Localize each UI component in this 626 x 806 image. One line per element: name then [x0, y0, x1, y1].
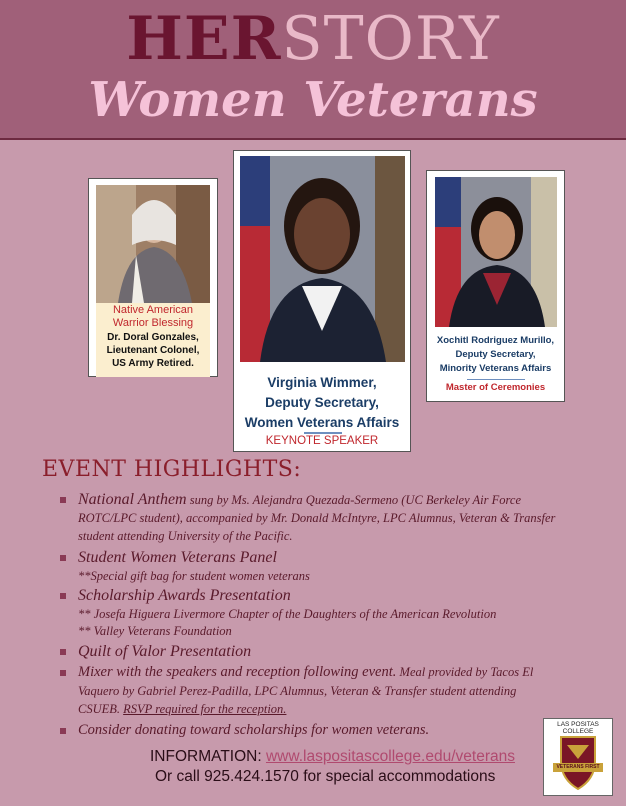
speaker-photo-center: [240, 156, 405, 362]
speaker-photo-right: [435, 177, 557, 327]
list-item: [60, 490, 560, 545]
list-item: [60, 642, 560, 661]
shield-icon: [553, 731, 603, 793]
divider: [304, 432, 342, 434]
speaker-name-right: [427, 334, 564, 376]
logo-text: LAS POSITAS COLLEGE: [557, 721, 599, 735]
mixer-detail: Meal provided by Tacos El Vaquero by Gabriel Perez-Padilla, LPC Alumnus, Veteran & Transfer student attending CSUEB.: [78, 665, 534, 716]
name-line-2: Deputy Secretary,: [265, 395, 379, 410]
bullet-icon: [60, 593, 66, 599]
subtitle: Women Veterans: [88, 72, 538, 128]
bullet-icon: [60, 670, 66, 676]
name-line-1: Xochitl Rodriguez Murillo,: [436, 335, 555, 346]
name-line-2: Lieutenant Colonel,: [106, 345, 200, 356]
name-line-3: Minority Veterans Affairs: [439, 363, 552, 374]
speaker-name-center: [234, 373, 410, 433]
mixer-main: Mixer with the speakers and reception following event.: [78, 664, 397, 680]
speaker-name-left: [89, 331, 217, 370]
title-banner: [0, 0, 626, 140]
blessing-line-1: Native American: [112, 304, 194, 316]
name-line-3: Women Veterans Affairs: [244, 415, 400, 430]
website-link[interactable]: www.laspositascollege.edu/veterans: [265, 748, 515, 765]
anthem-detail: sung by Ms. Alejandra Quezada-Sermeno (UC Berkeley Air Force ROTC/LPC student), accompanied by Mr. Donald McIntyre, LPC Alumnus, Veteran & Transfer student attending University of the Pacific.: [78, 493, 556, 543]
scholarship-sub-1: ** Josefa Higuera Livermore Chapter of the Daughters of the American Revolution: [78, 607, 497, 621]
call-line: Or call 925.424.1570 for special accommodations: [155, 768, 496, 785]
list-item: [60, 548, 560, 584]
title-story: STORY: [281, 4, 500, 74]
portrait-image: [96, 185, 210, 303]
donate-main: Consider donating toward scholarships for women veterans.: [78, 722, 430, 738]
divider: [467, 379, 525, 380]
highlights-heading: EVENT HIGHLIGHTS:: [42, 457, 302, 482]
quilt-main: Quilt of Valor Presentation: [78, 643, 252, 660]
speaker-card-left: [88, 178, 218, 377]
anthem-main: National Anthem: [78, 491, 187, 508]
rsvp-note: RSVP required for the reception.: [123, 702, 287, 716]
scholarship-sub-2: ** Valley Veterans Foundation: [78, 624, 232, 638]
college-logo: [543, 718, 613, 796]
scholarship-main: Scholarship Awards Presentation: [78, 587, 291, 604]
portrait-image: [435, 177, 557, 327]
name-line-1: Virginia Wimmer,: [267, 375, 377, 390]
list-item: [60, 721, 560, 740]
blessing-line-2: Warrior Blessing: [112, 317, 194, 329]
panel-main: Student Women Veterans Panel: [78, 549, 277, 566]
list-item: [60, 663, 560, 718]
title: [0, 4, 626, 74]
panel-sub: **Special gift bag for student women veterans: [78, 569, 310, 583]
name-line-3: US Army Retired.: [112, 358, 194, 369]
speaker-photo-left: [96, 185, 210, 303]
portrait-image: [240, 156, 405, 362]
bullet-icon: [60, 497, 66, 503]
bullet-icon: [60, 728, 66, 734]
info-line: [150, 748, 515, 766]
bullet-icon: [60, 555, 66, 561]
title-her: HER: [126, 4, 282, 74]
info-label: INFORMATION:: [150, 748, 266, 765]
keynote-label: KEYNOTE SPEAKER: [265, 435, 379, 447]
list-item: [60, 586, 560, 639]
logo-banner: VETERANS FIRST: [556, 764, 600, 770]
blessing-tag: [89, 304, 217, 330]
bullet-icon: [60, 649, 66, 655]
name-line-1: Dr. Doral Gonzales,: [107, 332, 199, 343]
name-line-2: Deputy Secretary,: [455, 349, 536, 360]
speaker-card-center: [233, 150, 411, 452]
mc-label: Master of Ceremonies: [445, 382, 546, 393]
highlights-list: [60, 490, 560, 740]
speaker-card-right: [426, 170, 565, 402]
